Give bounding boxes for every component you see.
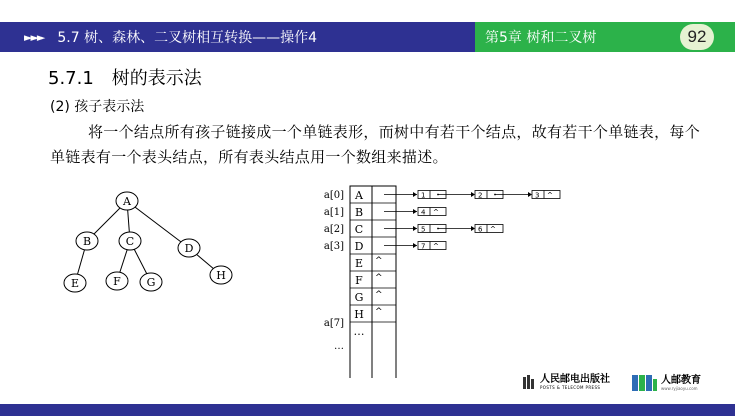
publisher-name: 人民邮电出版社 [540,374,610,385]
description-paragraph: 将一个结点所有孩子链接成一个单链表形，而树中有若干个结点，故有若干个单链表，每个单链表有一个表头结点，所有表头结点用一个数组来描述。 [50,123,701,166]
svg-text:B: B [82,235,92,248]
svg-text:G: G [146,276,156,289]
tree-node-G [140,273,162,291]
index-label: a[1] [323,207,344,218]
svg-text:F: F [113,275,121,288]
null-pointer: ^ [375,307,383,317]
edu-logo [632,374,701,392]
svg-text:D: D [184,242,194,255]
svg-text:6: 6 [478,225,483,234]
header-bar [0,22,735,52]
child-node [532,191,560,200]
tree-node-E [64,274,86,292]
head-node-3: D [354,240,364,253]
svg-text:^: ^ [433,208,439,217]
svg-text:^: ^ [490,225,496,234]
tree-diagram [55,185,245,305]
svg-text:A: A [123,195,131,208]
edu-mark-icon [632,374,658,392]
child-node [418,225,446,234]
svg-text:E: E [70,277,80,290]
child-node [418,208,446,217]
tree-node-F [106,272,128,290]
chapter-title: 第5章 树和二叉树 [485,30,597,46]
head-node-2: C [354,223,364,236]
svg-text:C: C [125,235,135,248]
footer-band [0,404,735,416]
index-label: a[0] [323,190,344,201]
child-list-diagram [305,178,575,378]
index-label: a[2] [323,224,344,235]
svg-text:^: ^ [547,191,553,200]
svg-text:2: 2 [478,191,483,200]
tree-node-B [76,232,98,250]
tree-node-H [210,266,232,284]
header-left [0,22,475,52]
svg-text:1: 1 [421,191,426,200]
head-node-0: A [355,189,363,202]
section-title: 5.7.1 树的表示法 [48,68,202,89]
header-title: 5.7 树、森林、二叉树相互转换——操作4 [57,30,318,46]
sub-title: (2) 孩子表示法 [50,99,145,115]
svg-text:7: 7 [421,242,426,251]
null-pointer: ^ [375,273,383,283]
index-label: a[3] [323,241,344,252]
svg-text:4: 4 [421,208,426,217]
index-label: a[7] [323,318,344,329]
head-node-7: H [354,308,364,321]
svg-text:5: 5 [421,225,426,234]
edu-name: 人邮教育 [661,375,701,386]
child-node [475,191,503,200]
svg-text:3: 3 [535,191,540,200]
child-node [418,191,446,200]
tree-node-D [178,239,200,257]
publisher-subtitle: POSTS & TELECOM PRESS [540,385,601,390]
null-pointer: ^ [375,290,383,300]
child-node [418,242,446,251]
index-label: … [334,341,344,352]
tree-node-C [119,232,141,250]
publisher-mark-icon [522,374,536,390]
head-node-8: … [353,325,365,338]
head-node-1: B [354,206,364,219]
svg-text:H: H [216,269,226,282]
child-node [475,225,503,234]
page-number-badge: 92 [680,24,714,50]
edu-subtitle: www.ryjiaoyu.com [661,386,698,391]
arrows-icon: ►►► [24,30,44,44]
svg-text:^: ^ [433,242,439,251]
head-node-6: G [354,291,364,304]
head-node-5: F [355,274,363,287]
head-node-4: E [354,257,364,270]
null-pointer: ^ [375,256,383,266]
tree-node-A [116,192,138,210]
publisher-logo [522,374,610,390]
